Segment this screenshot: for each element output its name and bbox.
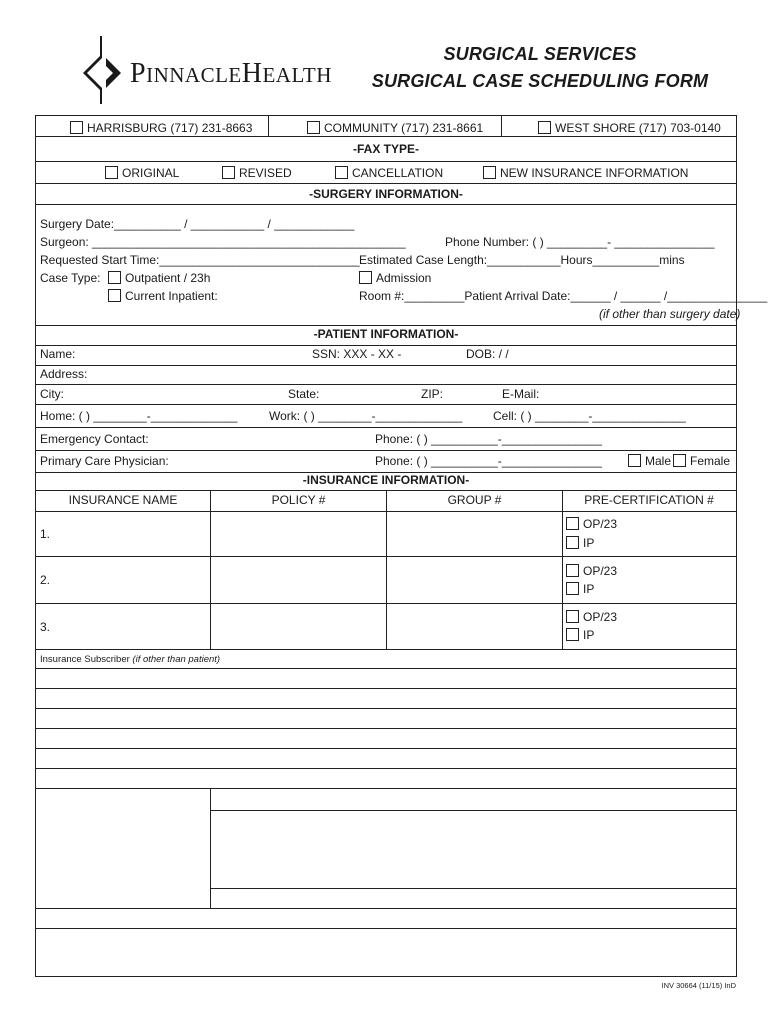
fax-type-heading: -FAX TYPE- — [352, 142, 419, 156]
svg-text:PINNACLEHEALTH: PINNACLEHEALTH — [130, 58, 332, 89]
location-community[interactable] — [307, 121, 483, 135]
case-length-field[interactable]: Estimated Case Length:___________Hours__________mins — [359, 253, 685, 267]
emergency-phone-field[interactable]: Phone: ( ) __________-_______________ — [375, 432, 602, 446]
checkbox[interactable] — [673, 454, 686, 467]
work-phone-field[interactable]: Work: ( ) ________-_____________ — [269, 409, 463, 423]
insurance-row-3: 3. — [40, 620, 51, 634]
cell-phone-field[interactable]: Cell: ( ) ________-______________ — [493, 409, 686, 423]
insurance-row-1: 1. — [40, 527, 51, 541]
city-field[interactable]: City: — [40, 387, 64, 401]
pcp-phone-field[interactable]: Phone: ( ) __________-_______________ — [375, 454, 602, 468]
checkbox[interactable] — [335, 166, 348, 179]
case-current-inpatient[interactable]: Current Inpatient: — [108, 289, 218, 303]
insurance-subscriber-label[interactable]: Insurance Subscriber (if other than patient) — [40, 654, 221, 665]
state-field[interactable]: State: — [288, 387, 320, 401]
arrival-date-note: (if other than surgery date) — [599, 307, 741, 321]
location-harrisburg[interactable] — [70, 121, 252, 135]
col-precert: PRE-CERTIFICATION # — [584, 493, 714, 507]
location-west-shore[interactable] — [538, 121, 721, 135]
checkbox[interactable] — [222, 166, 235, 179]
subscriber-note: (if other than patient) — [132, 654, 221, 665]
patient-info-heading: -PATIENT INFORMATION- — [313, 327, 459, 341]
location-label: COMMUNITY (717) 231-8661 — [324, 121, 484, 135]
checkbox[interactable] — [628, 454, 641, 467]
address-field[interactable]: Address: — [40, 367, 88, 381]
fax-original[interactable]: ORIGINAL — [105, 166, 179, 180]
surgery-date-field[interactable]: Surgery Date:__________ / ___________ / ____________ — [40, 217, 355, 231]
checkbox[interactable] — [538, 121, 551, 134]
checkbox[interactable] — [108, 289, 121, 302]
precert-op-1[interactable]: OP/23 — [566, 517, 617, 531]
fax-new-insurance[interactable]: NEW INSURANCE INFORMATION — [483, 166, 688, 180]
home-phone-field[interactable]: Home: ( ) ________-_____________ — [40, 409, 238, 423]
surgeon-field[interactable]: Surgeon: _______________________________________________ — [40, 235, 406, 249]
checkbox[interactable] — [483, 166, 496, 179]
form-code: INV 30664 (11/15) InD — [661, 981, 736, 990]
checkbox[interactable] — [70, 121, 83, 134]
case-outpatient[interactable]: Outpatient / 23h — [108, 271, 210, 285]
insurance-info-heading: -INSURANCE INFORMATION- — [302, 473, 470, 487]
col-insurance-name: INSURANCE NAME — [68, 493, 178, 507]
checkbox[interactable] — [566, 610, 579, 623]
pcp-field[interactable]: Primary Care Physician: — [40, 454, 169, 468]
case-admission[interactable]: Admission — [359, 271, 431, 285]
surgery-info-heading: -SURGERY INFORMATION- — [309, 187, 463, 201]
fax-cancellation[interactable]: CANCELLATION — [335, 166, 443, 180]
checkbox[interactable] — [566, 517, 579, 530]
checkbox[interactable] — [359, 271, 372, 284]
form-title-line2: SURGICAL CASE SCHEDULING FORM — [371, 71, 709, 91]
checkbox[interactable] — [566, 582, 579, 595]
location-label: HARRISBURG (717) 231-8663 — [87, 121, 253, 135]
fax-revised[interactable]: REVISED — [222, 166, 292, 180]
form-title-line1: SURGICAL SERVICES — [443, 44, 637, 64]
pinnaclehealth-logo — [78, 34, 368, 106]
sex-female[interactable]: Female — [673, 454, 730, 468]
insurance-row-2: 2. — [40, 573, 51, 587]
precert-op-2[interactable]: OP/23 — [566, 564, 617, 578]
dob-field[interactable]: DOB: / / — [466, 347, 509, 361]
scheduling-form — [35, 115, 768, 977]
surgery-phone-field[interactable]: Phone Number: ( ) _________- _______________ — [445, 235, 715, 249]
emergency-contact-field[interactable]: Emergency Contact: — [40, 432, 149, 446]
requested-start-time-field[interactable]: Requested Start Time:______________________________ — [40, 253, 360, 267]
room-arrival-field[interactable]: Room #:_________Patient Arrival Date:______ / ______ /_______________ — [359, 289, 768, 303]
zip-field[interactable]: ZIP: — [421, 387, 444, 401]
checkbox[interactable] — [566, 628, 579, 641]
precert-ip-2[interactable]: IP — [566, 582, 594, 596]
email-field[interactable]: E-Mail: — [502, 387, 540, 401]
precert-op-3[interactable]: OP/23 — [566, 610, 617, 624]
location-label: WEST SHORE (717) 703-0140 — [555, 121, 721, 135]
checkbox[interactable] — [108, 271, 121, 284]
checkbox[interactable] — [566, 564, 579, 577]
case-type-label: Case Type: — [40, 271, 101, 285]
col-group: GROUP # — [447, 493, 502, 507]
precert-ip-1[interactable]: IP — [566, 536, 594, 550]
checkbox[interactable] — [566, 536, 579, 549]
checkbox[interactable] — [307, 121, 320, 134]
sex-male[interactable]: Male — [628, 454, 671, 468]
precert-ip-3[interactable]: IP — [566, 628, 594, 642]
patient-name-field[interactable]: Name: — [40, 347, 76, 361]
checkbox[interactable] — [105, 166, 118, 179]
ssn-field[interactable]: SSN: XXX - XX - — [312, 347, 402, 361]
col-policy: POLICY # — [271, 493, 326, 507]
